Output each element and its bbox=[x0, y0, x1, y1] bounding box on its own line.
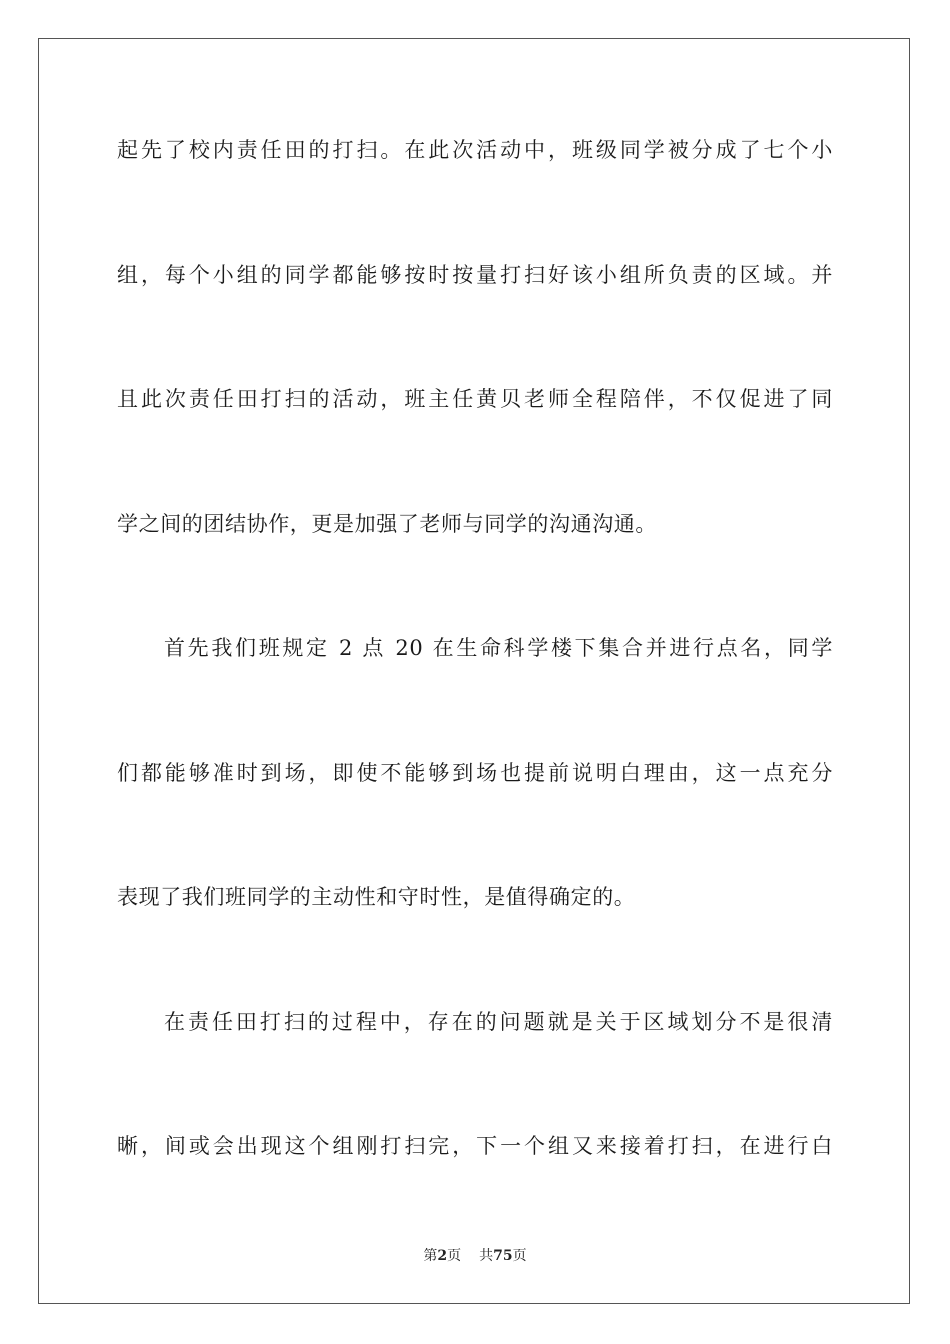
paragraph-first-line: 在责任田打扫的过程中，存在的问题就是关于区域划分不是很清 bbox=[164, 1010, 833, 1034]
paragraph-first-line: 首先我们班规定 2 点 20 在生命科学楼下集合并进行点名，同学 bbox=[164, 636, 833, 660]
page-number: 2 bbox=[437, 1248, 448, 1264]
page-footer bbox=[0, 1247, 950, 1265]
text-line: 且此次责任田打扫的活动，班主任黄贝老师全程陪伴，不仅促进了同 bbox=[117, 387, 833, 411]
text-line: 学之间的团结协作，更是加强了老师与同学的沟通沟通。 bbox=[117, 512, 657, 536]
total-prefix: 共 bbox=[479, 1248, 494, 1264]
text-line: 组，每个小组的同学都能够按时按量打扫好该小组所负责的区域。并 bbox=[117, 263, 833, 287]
total-pages: 75 bbox=[493, 1248, 513, 1264]
text-line: 们都能够准时到场，即使不能够到场也提前说明白理由，这一点充分 bbox=[117, 761, 833, 785]
text-line: 起先了校内责任田的打扫。在此次活动中，班级同学被分成了七个小 bbox=[117, 138, 833, 162]
total-suffix: 页 bbox=[512, 1248, 527, 1264]
text-line: 表现了我们班同学的主动性和守时性，是值得确定的。 bbox=[117, 885, 636, 909]
page-prefix: 第 bbox=[423, 1248, 438, 1264]
page-border bbox=[38, 38, 910, 1304]
text-line: 晰，间或会出现这个组刚打扫完，下一个组又来接着打扫，在进行白 bbox=[117, 1134, 833, 1158]
page-suffix: 页 bbox=[447, 1248, 462, 1264]
